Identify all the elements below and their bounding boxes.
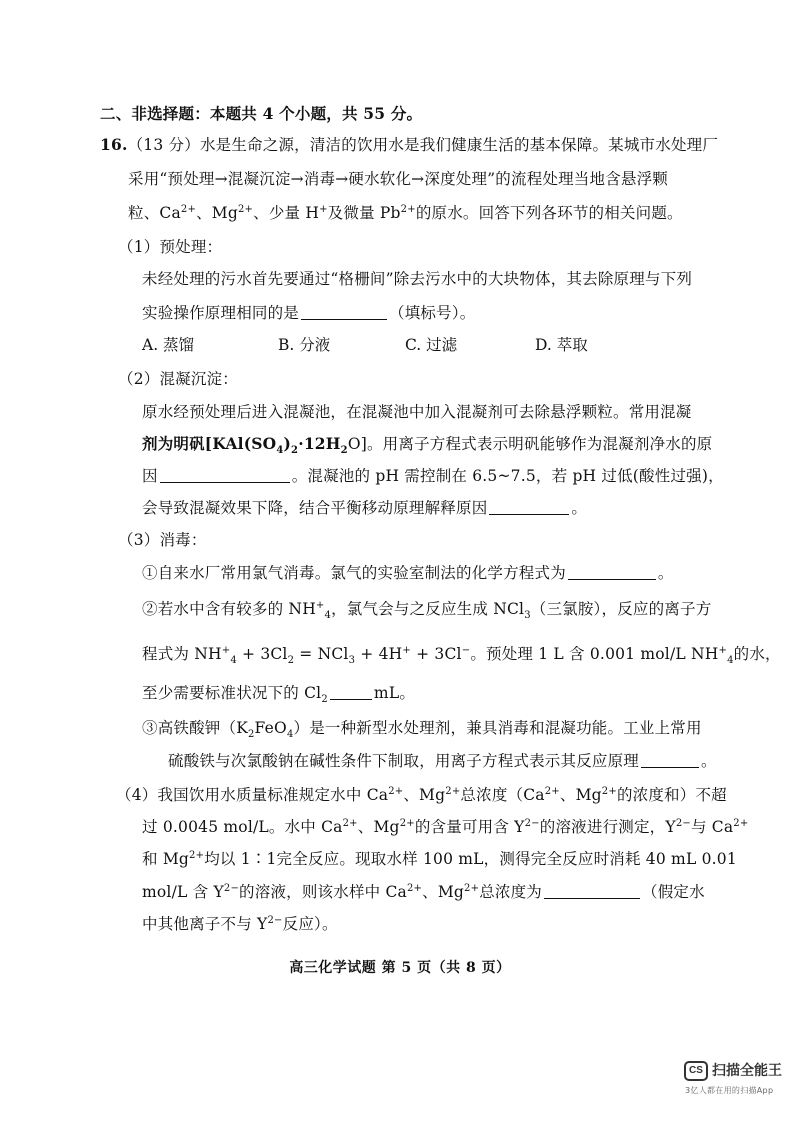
text-segment: 、Mg	[559, 786, 602, 804]
text-segment: 的溶液进行测定，Y	[539, 818, 676, 836]
text-segment: 会导致混凝效果下降，结合平衡移动原理解释原因	[142, 499, 488, 517]
camscanner-logo-icon: CS	[684, 1061, 708, 1081]
subscript: 3	[524, 610, 531, 622]
option-b[interactable]: B. 分液	[278, 336, 331, 354]
part4-line4	[142, 881, 705, 903]
text-segment: 的含量可用含 Y	[414, 818, 525, 836]
superscript: 2−	[675, 817, 691, 829]
superscript: 2+	[601, 785, 617, 797]
text-segment: 硫酸铁与次氯酸钠在碱性条件下制取，用离子方程式表示其反应原理	[168, 752, 640, 770]
q16-intro-line1	[100, 134, 718, 156]
text-segment: 粒、Ca	[128, 204, 181, 222]
text-segment: 、少量 H	[253, 204, 320, 222]
subscript: 2	[287, 655, 295, 667]
subscript: 2	[321, 694, 328, 706]
subscript: 2	[247, 729, 255, 741]
superscript: 2+	[445, 785, 461, 797]
text-segment: 反应）。	[282, 915, 338, 933]
text-segment: （4）我国饮用水质量标准规定水中 Ca	[116, 786, 389, 804]
part3-item3-line2	[168, 750, 717, 772]
text-segment: 程式为 NH	[142, 645, 222, 663]
superscript: −	[461, 644, 471, 656]
camscanner-name: 扫描全能王	[712, 1063, 782, 1079]
text-segment: 的水，	[733, 645, 781, 663]
superscript: 2+	[342, 817, 358, 829]
part3-item2-line1	[142, 598, 711, 620]
text-segment: = NCl	[294, 645, 349, 663]
superscript: 2+	[189, 849, 205, 861]
text-segment: 及微量 Pb	[327, 204, 401, 222]
text-segment: （填标号）。	[389, 304, 476, 322]
text-segment: ）是一种新型水处理剂，兼具消毒和混凝功能。工业上常用	[293, 719, 702, 737]
text-segment: ，氯气会与之反应生成 NCl	[331, 600, 525, 618]
superscript: 2+	[544, 785, 560, 797]
text-segment: 。预处理 1 L 含 0.001 mol/L NH	[470, 645, 719, 663]
answer-blank[interactable]	[330, 684, 372, 700]
part2-text-line2	[142, 433, 712, 455]
q16-number: 16.	[100, 135, 128, 154]
superscript: 2+	[180, 203, 197, 215]
text-segment: ·12H	[298, 434, 341, 453]
text-segment: 、Mg	[422, 883, 465, 901]
text-segment: （三氯胺），反应的离子方	[530, 600, 712, 618]
part4-line3	[142, 848, 737, 870]
text-segment: （假定水	[642, 883, 705, 901]
text-segment: O]。用离子方程式表示明矾能够作为混凝剂净水的原	[347, 435, 713, 453]
q16-intro-line3	[128, 202, 683, 224]
part1-title: （1）预处理：	[118, 238, 223, 256]
text-segment: FeO	[254, 719, 287, 737]
text-segment: 过 0.0045 mol/L。水中 Ca	[142, 818, 343, 836]
text-segment: 、Mg	[196, 204, 238, 222]
answer-blank[interactable]	[489, 499, 569, 515]
text-segment: 均以 1∶1完全反应。现取水样 100 mL，测得完全反应时消耗 40 mL 0.01	[204, 850, 737, 868]
text-segment: 。混凝池的 pH 需控制在 6.5~7.5，若 pH 过低(酸性过强)，	[291, 467, 724, 485]
subscript: 4	[727, 655, 734, 667]
superscript: 2+	[388, 785, 404, 797]
part2-text-line4	[142, 497, 587, 519]
superscript: 2+	[237, 203, 254, 215]
q16-intro-line2: 采用“预处理→混凝沉淀→消毒→硬水软化→深度处理”的流程处理当地含悬浮颗	[128, 170, 668, 188]
answer-blank[interactable]	[544, 883, 640, 899]
text-segment: 。	[571, 499, 588, 517]
part3-item3-line1	[142, 717, 702, 739]
text-segment: 的溶液，则该水样中 Ca	[239, 883, 407, 901]
subscript: 2	[340, 445, 348, 457]
part4-line2	[142, 816, 748, 838]
text-segment: 。	[701, 752, 717, 770]
subscript: 4	[286, 729, 294, 741]
part3-item2-line2	[142, 643, 781, 665]
superscript: 2−	[267, 914, 283, 926]
superscript: 2+	[733, 817, 749, 829]
text-segment: 实验操作原理相同的是	[142, 304, 300, 322]
section-heading: 二、非选择题：本题共 4 个小题，共 55 分。	[100, 104, 423, 123]
text-segment: ②若水中含有较多的 NH	[142, 600, 316, 618]
option-a[interactable]: A. 蒸馏	[142, 336, 195, 354]
part3-item1	[142, 562, 674, 584]
part2-text-line3	[142, 465, 724, 487]
q16-points: （13 分）	[127, 136, 200, 154]
subscript: 4	[230, 655, 237, 667]
option-c[interactable]: C. 过滤	[405, 336, 458, 354]
text-segment: 与 Ca	[690, 818, 734, 836]
page-footer: 高三化学试题 第 5 页（共 8 页）	[289, 960, 511, 976]
superscript: +	[718, 644, 728, 656]
subscript: 4	[276, 445, 284, 457]
superscript: 2+	[399, 817, 415, 829]
superscript: 2+	[400, 203, 416, 215]
q16-intro-text1: 水是生命之源，清洁的饮用水是我们健康生活的基本保障。某城市水处理厂	[199, 136, 719, 154]
text-segment: mol/L 含 Y	[142, 883, 224, 901]
answer-blank[interactable]	[160, 467, 290, 483]
text-segment: )	[283, 434, 292, 453]
camscanner-slogan: 3亿人都在用的扫描App	[685, 1086, 774, 1095]
part3-item2-line3	[142, 682, 415, 704]
part3-title: （3）消毒：	[118, 531, 207, 549]
text-segment: 中其他离子不与 Y	[142, 915, 268, 933]
subscript: 2	[291, 445, 299, 457]
subscript: 3	[348, 655, 356, 667]
text-segment: 总浓度（Ca	[460, 786, 545, 804]
text-segment: + 3Cl	[410, 645, 462, 663]
part1-text-line2	[142, 302, 475, 324]
part2-text-line1: 原水经预处理后进入混凝池，在混凝池中加入混凝剂可去除悬浮颗粒。常用混凝	[142, 403, 692, 421]
subscript: 4	[324, 610, 332, 622]
text-segment: 、Mg	[403, 786, 446, 804]
text-segment: 的浓度和）不超	[616, 786, 727, 804]
part4-line1	[116, 784, 727, 806]
text-segment: 总浓度为	[479, 883, 543, 901]
superscript: +	[221, 644, 231, 656]
part4-line5	[142, 913, 338, 935]
answer-blank[interactable]	[568, 564, 656, 580]
superscript: 2−	[223, 882, 240, 894]
text-segment: 剂为明矾[KAl(SO	[142, 434, 277, 453]
text-segment: 的原水。回答下列各环节的相关问题。	[415, 204, 683, 222]
superscript: +	[315, 599, 325, 611]
text-segment: ③高铁酸钾（K	[142, 719, 248, 737]
text-segment: + 4H	[355, 645, 403, 663]
text-segment: 。	[657, 564, 674, 582]
part2-title: （2）混凝沉淀：	[118, 370, 238, 388]
text-segment: 、Mg	[357, 818, 400, 836]
superscript: 2+	[406, 882, 423, 894]
text-segment: mL。	[373, 684, 416, 702]
text-segment: + 3Cl	[236, 645, 288, 663]
text-segment: 至少需要标准状况下的 Cl	[142, 684, 322, 702]
text-segment: 因	[142, 467, 158, 485]
superscript: 2−	[524, 817, 540, 829]
superscript: +	[402, 644, 411, 656]
text-segment: ①自来水厂常用氯气消毒。氯气的实验室制法的化学方程式为	[142, 564, 566, 582]
superscript: 2+	[464, 882, 480, 894]
superscript: +	[319, 203, 328, 215]
answer-blank[interactable]	[301, 304, 387, 320]
answer-blank[interactable]	[641, 752, 699, 768]
part1-text-line1: 未经处理的污水首先要通过“格栅间”除去污水中的大块物体，其去除原理与下列	[142, 270, 693, 288]
option-d[interactable]: D. 萃取	[535, 336, 588, 354]
text-segment: 和 Mg	[142, 850, 190, 868]
